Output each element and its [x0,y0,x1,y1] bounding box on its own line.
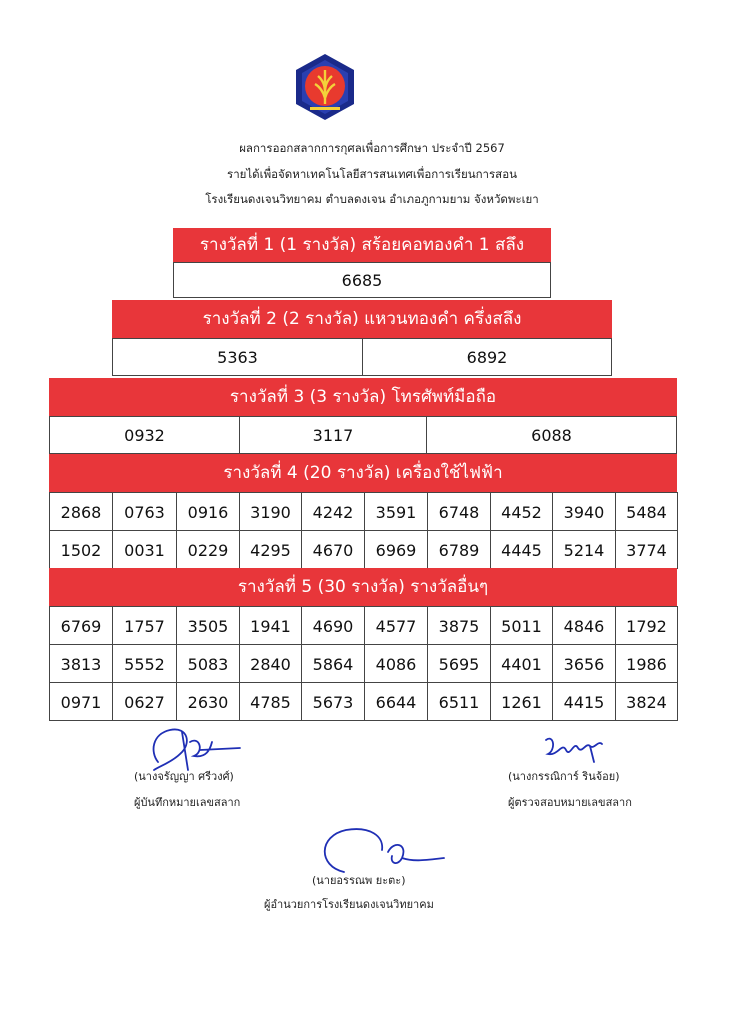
prize-5-number: 2840 [239,644,302,683]
prize-4-number: 6748 [427,492,491,531]
prize-4-number: 6789 [427,530,491,569]
prize-5-number: 1792 [615,606,678,645]
prize-5-number: 3824 [615,682,678,721]
prize-5-number: 5011 [490,606,553,645]
prize-5-number: 1941 [239,606,302,645]
prize-3-number: 0932 [49,416,240,454]
prize-4-number: 4670 [301,530,365,569]
prize-2-number: 6892 [362,338,612,376]
prize-5-number: 0971 [49,682,113,721]
prize-5-number: 4086 [364,644,428,683]
prize-5-number: 3656 [552,644,616,683]
prize-5-number: 2630 [176,682,240,721]
prize-5-number: 3505 [176,606,240,645]
prize-3-number: 3117 [239,416,427,454]
prize-4-number: 2868 [49,492,113,531]
prize-5-number: 5673 [301,682,365,721]
prize-5-number: 1757 [112,606,177,645]
director-role: ผู้อำนวยการโรงเรียนดงเจนวิทยาคม [264,898,434,911]
prize-5-number: 1261 [490,682,553,721]
recorder-name: (นางจรัญญา ศรีวงศ์) [134,770,234,783]
prize-5-number: 4846 [552,606,616,645]
header-line-3: โรงเรียนดงเจนวิทยาคม ตำบลดงเจน อำเภอภูกามยาม จังหวัดพะเยา [205,192,539,206]
prize-2-number: 5363 [112,338,363,376]
checker-role: ผู้ตรวจสอบหมายเลขสลาก [508,796,632,809]
prize-4-number: 0229 [176,530,240,569]
prize-4-number: 3940 [552,492,616,531]
prize-3-title: รางวัลที่ 3 (3 รางวัล) โทรศัพท์มือถือ [49,378,677,416]
prize-3-number: 6088 [426,416,677,454]
prize-5-number: 0627 [112,682,177,721]
prize-5-number: 5552 [112,644,177,683]
prize-5-number: 5695 [427,644,491,683]
prize-4-number: 3591 [364,492,428,531]
prize-2-title: รางวัลที่ 2 (2 รางวัล) แหวนทองคำ ครึ่งสลึง [112,300,612,338]
prize-5-number: 5083 [176,644,240,683]
prize-5-title: รางวัลที่ 5 (30 รางวัล) รางวัลอื่นๆ [49,568,677,606]
prize-5-number: 4401 [490,644,553,683]
prize-4-number: 4445 [490,530,553,569]
prize-4-number: 4242 [301,492,365,531]
prize-4-number: 5484 [615,492,678,531]
prize-4-number: 0763 [112,492,177,531]
checker-name: (นางกรรณิการ์ รินจ้อย) [508,770,620,783]
director-name: (นายอรรณพ ยะตะ) [312,874,406,887]
prize-4-number: 4295 [239,530,302,569]
header-line-2: รายได้เพื่อจัดหาเทคโนโลยีสารสนเทศเพื่อการเรียนการสอน [227,167,517,181]
prize-5-number: 4785 [239,682,302,721]
prize-4-number: 0031 [112,530,177,569]
prize-5-number: 3813 [49,644,113,683]
prize-4-number: 6969 [364,530,428,569]
prize-5-number: 6511 [427,682,491,721]
prize-5-number: 4690 [301,606,365,645]
prize-5-number: 4415 [552,682,616,721]
prize-5-number: 6644 [364,682,428,721]
prize-4-number: 3774 [615,530,678,569]
prize-5-number: 1986 [615,644,678,683]
prize-5-number: 6769 [49,606,113,645]
header-line-1: ผลการออกสลากการกุศลเพื่อการศึกษา ประจำปี 2567 [239,141,505,155]
prize-4-number: 3190 [239,492,302,531]
checker-signature [540,732,610,766]
prize-4-number: 4452 [490,492,553,531]
prize-4-number: 1502 [49,530,113,569]
prize-5-number: 5864 [301,644,365,683]
prize-4-number: 0916 [176,492,240,531]
prize-1-title: รางวัลที่ 1 (1 รางวัล) สร้อยคอทองคำ 1 สลึง [173,228,551,262]
school-emblem-logo [290,52,360,122]
recorder-role: ผู้บันทึกหมายเลขสลาก [134,796,241,809]
prize-5-number: 3875 [427,606,491,645]
prize-5-number: 4577 [364,606,428,645]
prize-4-number: 5214 [552,530,616,569]
prize-4-title: รางวัลที่ 4 (20 รางวัล) เครื่องใช้ไฟฟ้า [49,454,677,492]
prize-1-number: 6685 [173,262,551,298]
